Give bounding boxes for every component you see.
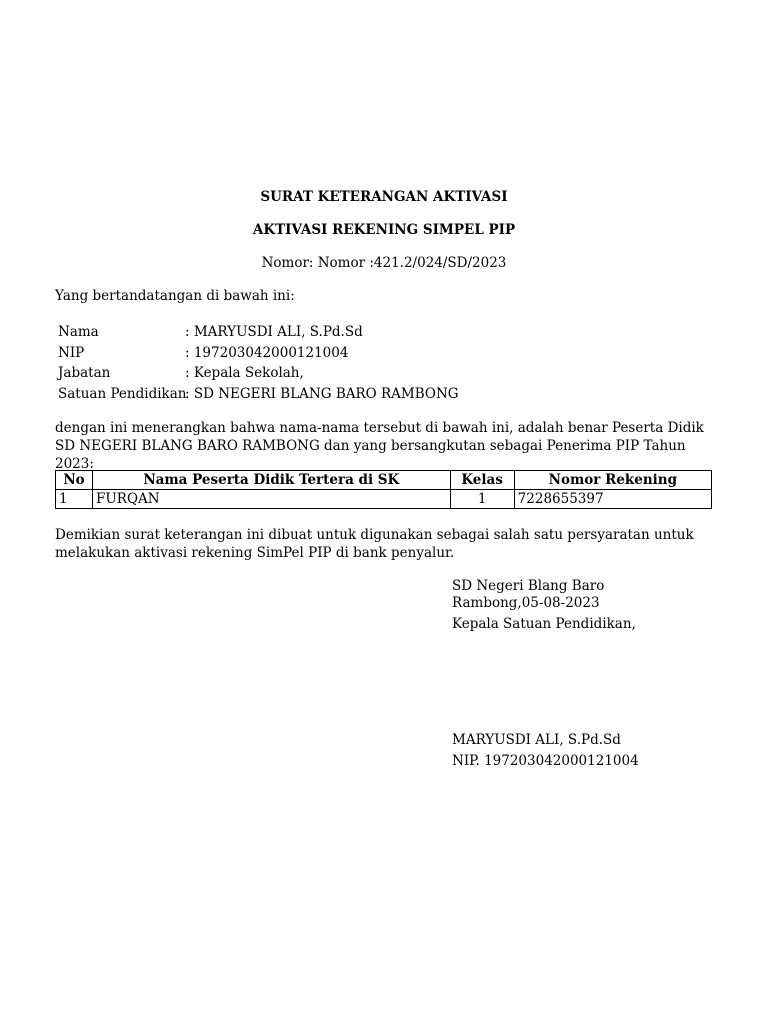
- column-header-rekening: Nomor Rekening: [514, 471, 711, 490]
- student-table: [55, 470, 712, 509]
- identity-label: Jabatan: [58, 365, 111, 381]
- intro-text: Yang bertandatangan di bawah ini:: [55, 288, 295, 304]
- column-header-kelas: Kelas: [450, 471, 514, 490]
- signature-date: Rambong,05-08-2023: [452, 595, 600, 611]
- cell-name: FURQAN: [93, 490, 451, 509]
- signature-nip: NIP. 197203042000121004: [452, 753, 639, 769]
- identity-label: Nama: [58, 324, 99, 340]
- letter-title: SURAT KETERANGAN AKTIVASI: [260, 189, 508, 205]
- signature-role: Kepala Satuan Pendidikan,: [452, 616, 636, 632]
- identity-value: : 197203042000121004: [185, 344, 349, 361]
- signature-place-date: [452, 578, 752, 612]
- identity-label: NIP: [58, 344, 85, 361]
- cell-no: 1: [56, 490, 93, 509]
- identity-value: : MARYUSDI ALI, S.Pd.Sd: [185, 324, 363, 340]
- column-header-no: No: [56, 471, 93, 490]
- cell-rekening: 7228655397: [514, 490, 711, 509]
- letter-number: Nomor: Nomor :421.2/024/SD/2023: [261, 255, 507, 271]
- cell-kelas: 1: [450, 490, 514, 509]
- signature-name: MARYUSDI ALI, S.Pd.Sd: [452, 732, 621, 748]
- table-row: [56, 490, 712, 509]
- letter-subtitle: AKTIVASI REKENING SIMPEL PIP: [252, 222, 516, 238]
- column-header-name: Nama Peserta Didik Tertera di SK: [93, 471, 451, 490]
- closing-paragraph: Demikian surat keterangan ini dibuat untuk digunakan sebagai salah satu persyaratan untuk melakukan aktivasi rekening SimPel PIP di bank penyalur.: [55, 527, 694, 561]
- table-header-row: [56, 471, 712, 490]
- statement-paragraph: dengan ini menerangkan bahwa nama-nama tersebut di bawah ini, adalah benar Peserta Didik SD NEGERI BLANG BARO RAMBONG dan yang bersangkutan sebagai Penerima PIP Tahun 2023:: [55, 420, 704, 472]
- identity-value: : SD NEGERI BLANG BARO RAMBONG: [185, 385, 459, 402]
- signature-place: SD Negeri Blang Baro: [452, 578, 605, 594]
- identity-value: : Kepala Sekolah,: [185, 365, 304, 381]
- identity-label: Satuan Pendidikan: [58, 385, 187, 402]
